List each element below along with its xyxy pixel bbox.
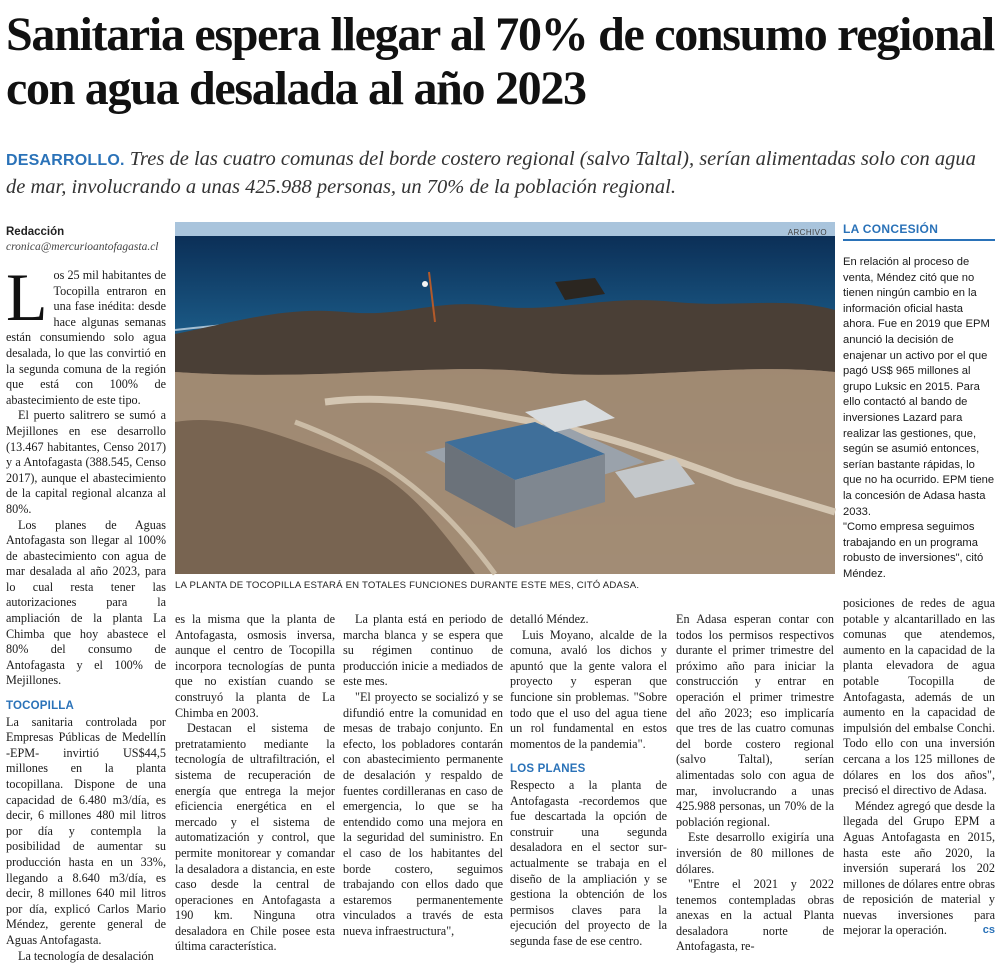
paragraph: En Adasa esperan contar con todos los permisos respectivos durante el primer trimestre del próximo año para iniciar la construcción y entrar en operación el primer trimestre del año 2023; eso implicaría que tres de las cuatro comunas del borde costero regional (salvo Taltal), serían alimentadas solo con agua de mar, involucrando a unas 425.988 personas, un 70% de la población regional. [676, 612, 834, 829]
paragraph: Este desarrollo exigiría una inversión de 80 millones de dólares. [676, 830, 834, 876]
sidebar-la-concesion [843, 222, 995, 582]
body-column-1 [6, 259, 166, 964]
sidebar-quote: "Como empresa seguimos trabajando en un programa robusto de inversiones", citó Méndez. [843, 521, 984, 580]
photo-credit: ARCHIVO [787, 228, 827, 237]
article-photo [175, 222, 835, 574]
paragraph: es la misma que la planta de Antofagasta, osmosis inversa, aunque el centro de Tocopilla incorpora tecnologías de punta que no existían cuando se construyó la planta de La Chimba en 2003. [175, 612, 335, 720]
headline: Sanitaria espera llegar al 70% de consumo regional con agua desalada al año 2023 [6, 8, 994, 115]
sidebar-text: En relación al proceso de venta, Méndez citó que no tienen ningún cambio en la información oficial hasta ahora. Fue en 2019 que EPM anunció la decisión de enajenar un activo por el que pagó US$ 965 millones al grupo Luksic en 2015. Para ello contactó al bando de inversiones Lazard para realizar las gestiones, que, según se asumió entonces, serían bastante rápidas, lo que no ha ocurrido. EPM tiene la concesión de Adasa hasta 2033. [843, 256, 995, 518]
desalination-plant-aerial-image [175, 222, 835, 574]
paragraph: Destacan el sistema de pretratamiento mediante la tecnología de ultrafiltración, el sistema de recuperación de energía que entrega la mejor eficiencia energética en el mercado y el sistema de automatización y control, que permite monitorear y comandar la desaladora a distancia, en este caso desde la central de operaciones en Antofagasta a 190 km. Ninguna otra desaladora en Chile posee esta última característica. [175, 721, 335, 954]
body-column-6 [843, 596, 995, 939]
section-tag: DESARROLLO. [6, 152, 125, 169]
subhead-los-planes: LOS PLANES [510, 763, 586, 776]
paragraph: La planta está en periodo de marcha blanca y se espera que su régimen continuo de producción inicie a mediados de este mes. [343, 612, 503, 689]
paragraph: Respecto a la planta de Antofagasta -recordemos que fue descartada la opción de construir una segunda desaladora en el sector sur- actualmente se trabaja en el diseño de la ampliación y se gestiona la obtención de los permisos claves para la ejecución del proyecto de la segunda fase de ese centro. [510, 777, 667, 948]
byline [6, 226, 166, 253]
byline-email[interactable]: cronica@mercurioantofagasta.cl [6, 241, 159, 253]
body-column-2 [175, 612, 335, 955]
subhead-tocopilla: TOCOPILLA [6, 700, 75, 713]
sidebar-title: LA CONCESIÓN [843, 222, 995, 241]
paragraph: "El proyecto se socializó y se difundió entre la comunidad en mesas de trabajo conjunto. En efecto, los pobladores contarán con abastecimiento permanente de desalación y respaldo de fuentes cordilleranas en caso de emergencia, lo que se ha entendido como una mejora en la seguridad del suministro. En el caso de los habitantes del borde costero, seguimos trabajando con ellos dado que estaremos permanentemente vinculados a través de esta nueva infraestructura", [343, 689, 503, 938]
paragraph: detalló Méndez. [510, 612, 589, 626]
paragraph: Luis Moyano, alcalde de la comuna, avaló los dichos y apuntó que la gente valora el proyecto y esperan que funcione sin problemas. "Sobre todo que el uso del agua tiene un rol fundamental en estos momentos de la pandemia". [510, 627, 667, 751]
paragraph: Los 25 mil habitantes de Tocopilla entraron en una fase inédita: desde hace algunas semanas están consumiendo solo agua desalada, lo que las convirtió en la segunda comuna de la región que está con 100% de abastecimiento de este tipo. [6, 259, 166, 407]
deck [6, 146, 994, 200]
body-column-3 [343, 612, 503, 939]
sidebar-body [843, 255, 995, 582]
body-column-4 [510, 612, 667, 949]
dropcap: L [6, 259, 48, 335]
paragraph: Los planes de Aguas Antofagasta son llegar al 100% de abastecimiento con agua de mar desalada al año 2023, para lo cual resta tener las autorizaciones para la ampliación de la planta La Chimba que hoy abastece el 80% del consumo de Antofagasta y el 100% de Mejillones. [6, 517, 166, 688]
end-mark-icon: cs [982, 924, 995, 937]
paragraph: posiciones de redes de agua potable y alcantarillado en las comunas que atendemos, aumento en la capacidad de la planta elevadora de agua potable Tocopilla de Antofagasta, además de un aumento en la capacidad de impulsión del embalse Conchi. Todo ello con una inversión cercana a los 125 millones de dólares en los dos años", precisó el directivo de Adasa. [843, 596, 995, 798]
paragraph: La sanitaria controlada por Empresas Públicas de Medellín -EPM- invirtió US$44,5 millones en la planta tocopillana. Dispone de una capacidad de 6.480 m3/día, es decir, 6 millones 480 mil litros por día y contempla la posibilidad de aumentar su producción hasta en un 33%, llegando a 8.640 m3/día, es decir, 8 millones 640 mil litros por día, explicó Carlos Mario Méndez, gerente general de Aguas Antofagasta. [6, 714, 166, 947]
paragraph: El puerto salitrero se sumó a Mejillones en ese desarrollo (13.467 habitantes, Censo 2017) y a Antofagasta (388.545, Censo 2017), aunque el abastecimiento de la capital regional alcanza al 80%. [6, 408, 166, 516]
paragraph: Méndez agregó que desde la llegada del Grupo EPM a Aguas Antofagasta en 2015, hasta este año 2020, la inversión superará los 202 millones de dólares entre obras de reposición de material y nuevas inversiones para mejorar la operación. cs [843, 798, 995, 938]
paragraph: "Entre el 2021 y 2022 tenemos contempladas obras anexas en la actual Planta desaladora norte de Antofagasta, re- [676, 877, 834, 954]
body-column-5 [676, 612, 834, 955]
photo-caption: LA PLANTA DE TOCOPILLA ESTARÁ EN TOTALES FUNCIONES DURANTE ESTE MES, CITÓ ADASA. [175, 580, 640, 591]
paragraph: La tecnología de desalación [18, 948, 154, 963]
byline-name: Redacción [6, 226, 65, 238]
deck-text: Tres de las cuatro comunas del borde costero regional (salvo Taltal), serían alimentadas solo con agua de mar, involucrando a unas 425.988 personas, un 70% de la población regional. [6, 148, 976, 198]
